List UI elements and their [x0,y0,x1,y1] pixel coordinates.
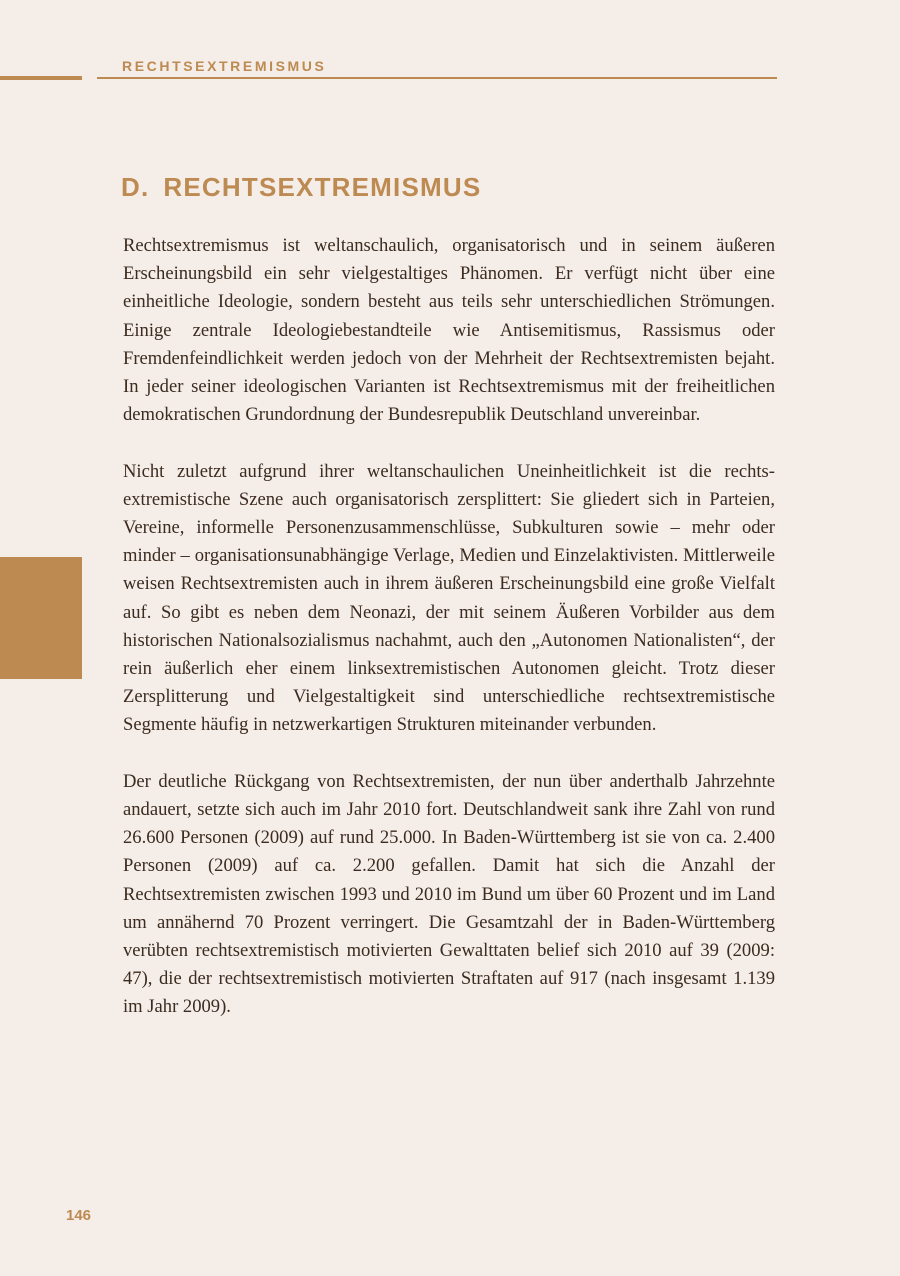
running-head: RECHTSEXTREMISMUS [122,58,327,74]
chapter-side-tab [0,557,82,679]
chapter-title [121,170,481,204]
header-rule [97,77,777,79]
page-number: 146 [66,1207,92,1224]
paragraph-2: Nicht zuletzt aufgrund ihrer weltanschaulichen Uneinheitlichkeit ist die rechtsextremistische Szene auch organisatorisch zersplittert: Sie gliedert sich in Parteien, Vereine, informelle Personenzusammenschlüsse, Subkulturen sowie – mehr oder minder – organisationsunabhängige Verlage, Medien und Einzelaktivisten. Mittlerweile weisen Rechtsextremisten auch in ihrem äußeren Erscheinungsbild eine große Vielfalt auf. So gibt es neben dem Neonazi, der mit seinem Äußeren Vorbilder aus dem historischen Nationalsozialismus nachahmt, auch den „Autonomen Nationalisten“, der rein äußerlich eher einem linksextremistischen Autonomen gleicht. Trotz dieser Zersplitterung und Vielgestaltigkeit sind unterschiedliche rechtsextremistische Segmente häufig in netzwerkartigen Strukturen miteinander verbunden. [123,460,775,736]
paragraph-1: Rechtsextremismus ist weltanschaulich, organisatorisch und in seinem äußeren Erscheinungsbild ein sehr vielgestaltiges Phänomen. Er verfügt nicht über eine einheitliche Ideologie, sondern besteht aus teils sehr unterschiedlichen Strömungen. Einige zentrale Ideologiebestandteile wie Antisemitismus, Rassismus oder Fremdenfeindlichkeit werden jedoch von der Mehrheit der Rechtsextremisten bejaht. In jeder seiner ideologischen Varianten ist Rechtsextremismus mit der freiheitlichen demokratischen Grundordnung der Bundesrepublik Deutschland unvereinbar. [123,235,775,426]
body-text [123,232,775,1050]
chapter-title-text: RECHTSEXTREMISMUS [163,172,482,202]
paragraph-3: Der deutliche Rückgang von Rechtsextremisten, der nun über anderthalb Jahrzehnte andauert, setzte sich auch im Jahr 2010 fort. Deutschlandweit sank ihre Zahl von rund 26.600 Personen (2009) auf rund 25.000. In Baden-Württemberg ist sie von ca. 2.400 Personen (2009) auf ca. 2.200 gefallen. Damit hat sich die Anzahl der Rechtsextremisten zwischen 1993 und 2010 im Bund um über 60 Prozent und im Land um annähernd 70 Prozent verringert. Die Gesamtzahl der in Baden-Württemberg verübten rechtsextremistisch motivierten Gewalttaten belief sich 2010 auf 39 (2009: 47), die der rechtsextremistisch motivierten Straftaten auf 917 (nach insgesamt 1.139 im Jahr 2009). [123,770,775,1018]
header-rule-accent [0,76,82,80]
chapter-letter: D. [121,172,150,202]
